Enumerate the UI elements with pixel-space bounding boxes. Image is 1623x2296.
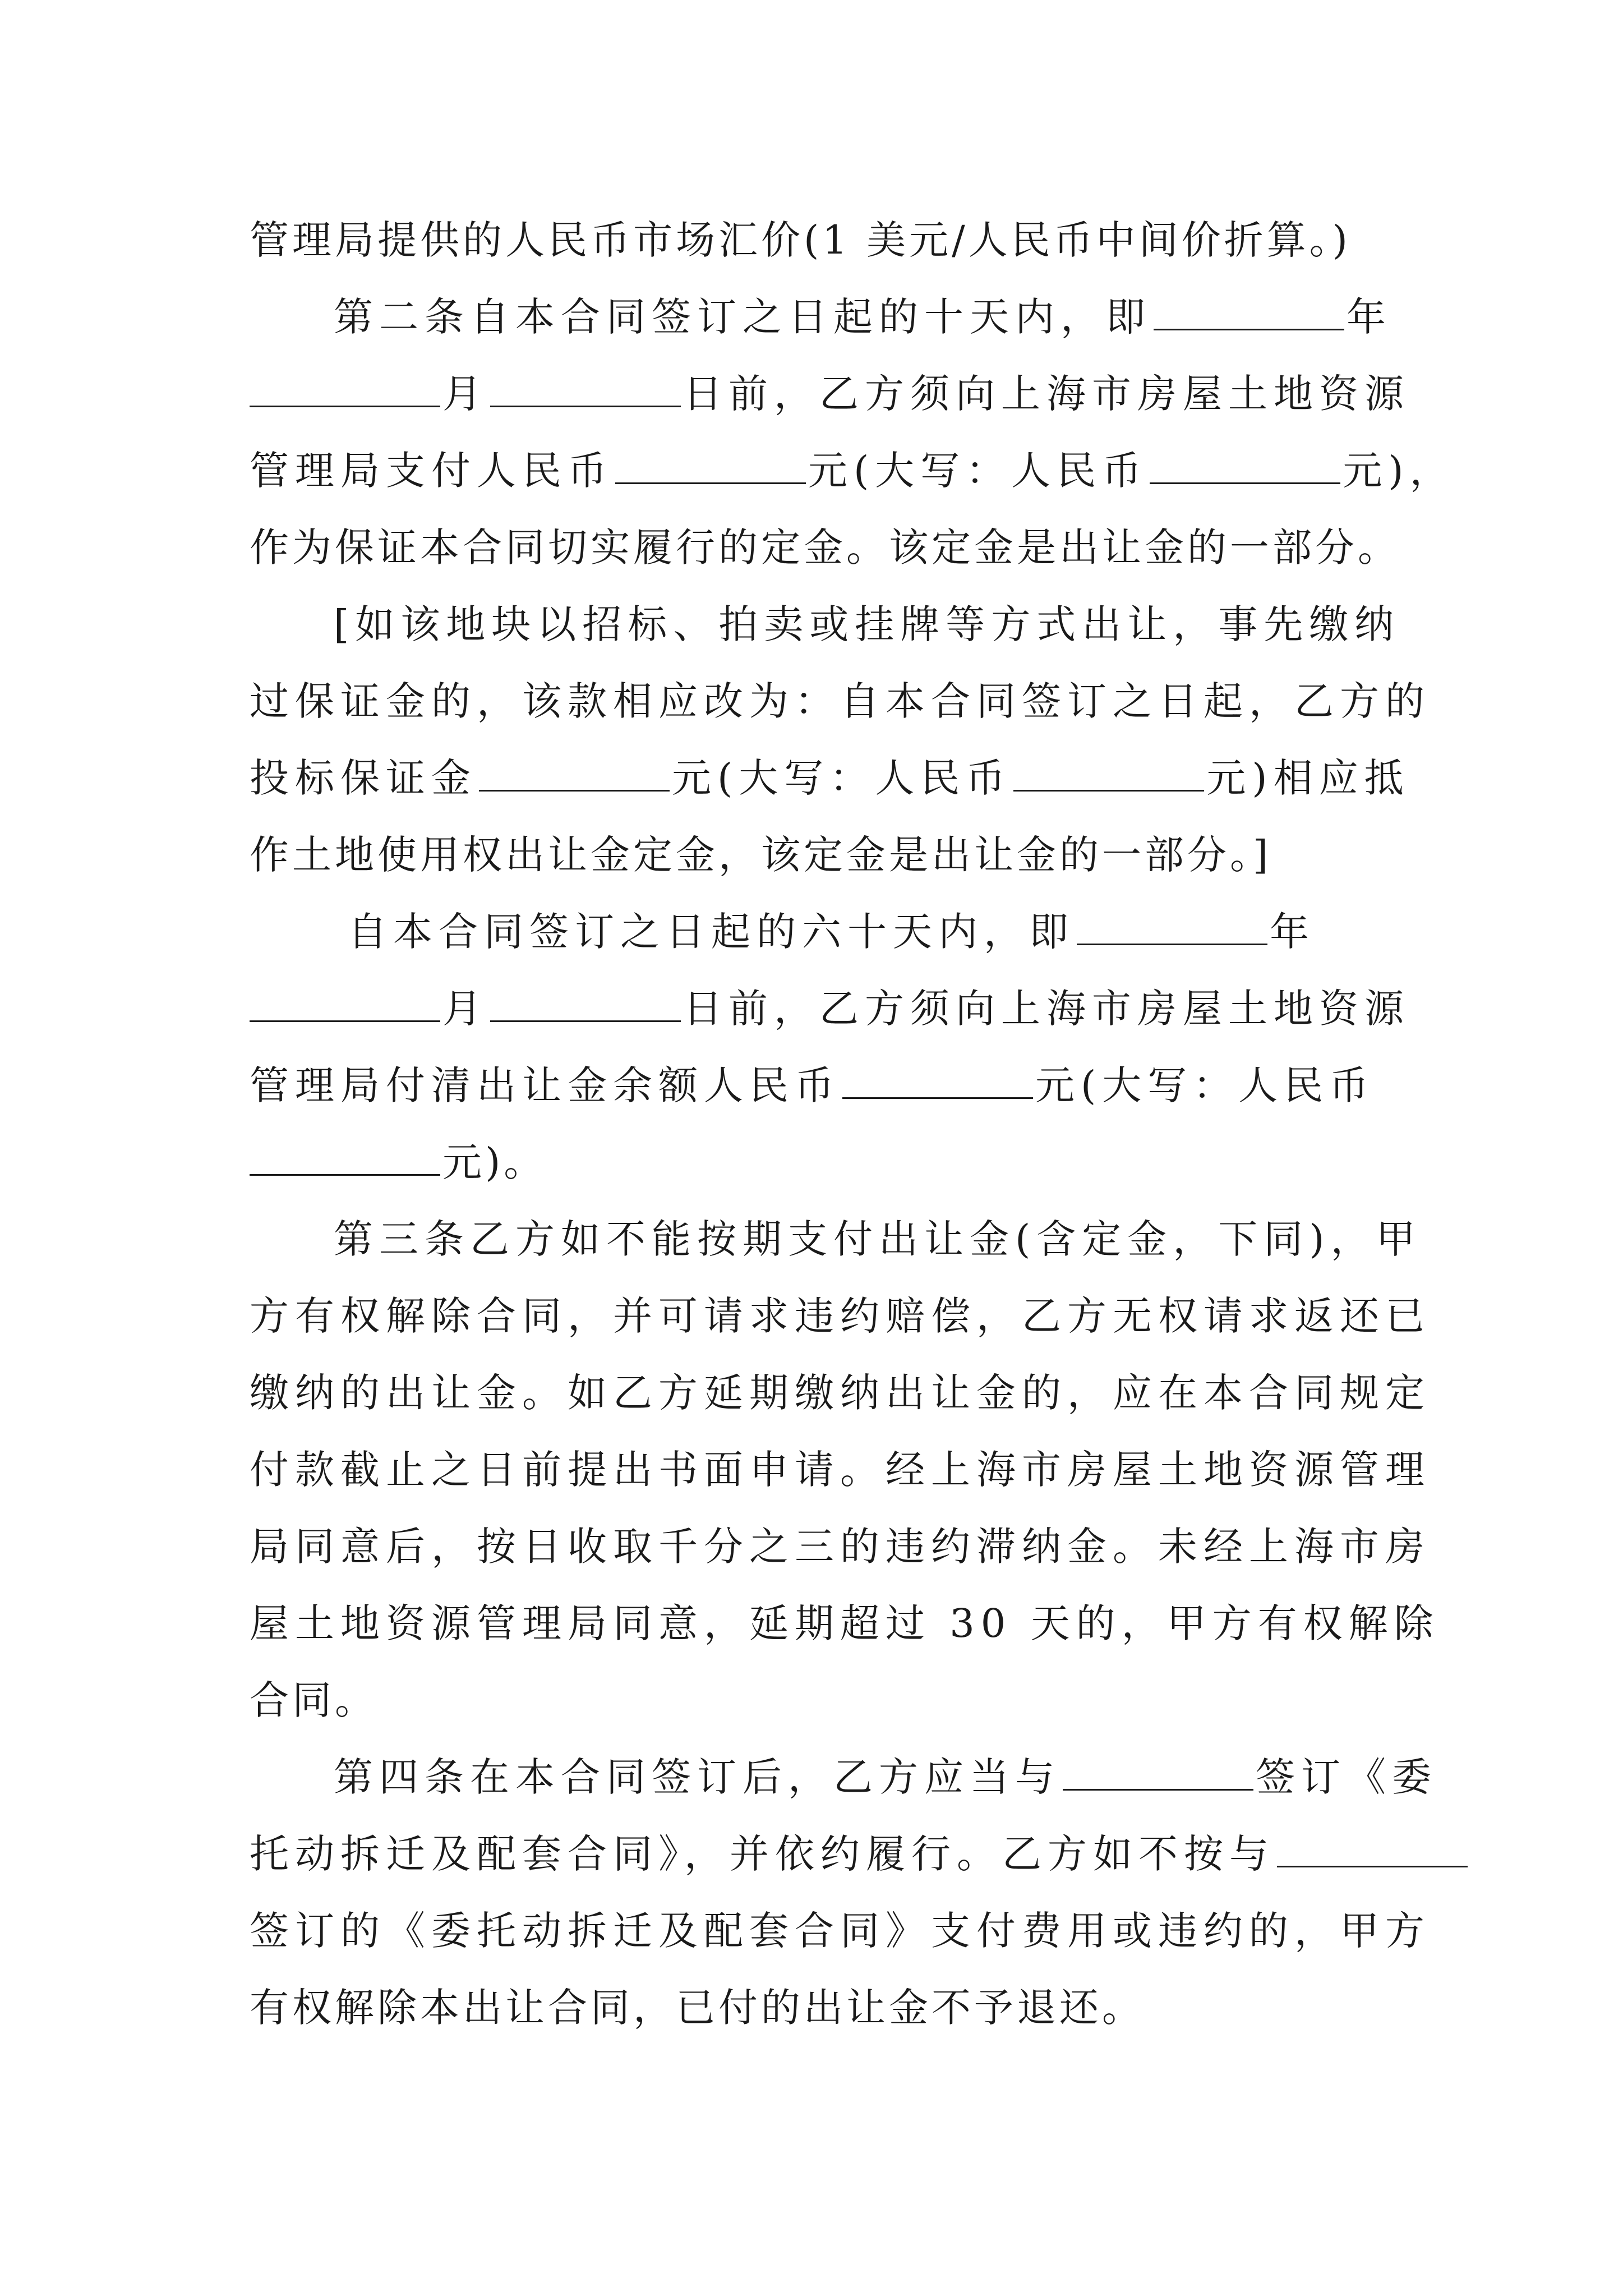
text-line bbox=[250, 1508, 1431, 1585]
text-line bbox=[250, 1662, 1382, 1739]
text-segment: 付款截止之日前提出书面申请。经上海市房屋土地资源管理 bbox=[250, 1447, 1431, 1493]
text-segment: 方有权解除合同，并可请求违约赔偿，乙方无权请求返还已 bbox=[250, 1293, 1431, 1339]
fill-in-blank bbox=[1063, 1755, 1253, 1791]
text-segment: 元(大写：人民币 bbox=[1035, 1062, 1375, 1108]
fill-in-blank bbox=[490, 372, 681, 407]
text-line bbox=[250, 970, 1410, 1047]
fill-in-blank bbox=[250, 987, 440, 1022]
text-line bbox=[250, 586, 1400, 663]
text-segment: 第三条乙方如不能按期支付出让金(含定金，下同)，甲 bbox=[334, 1216, 1422, 1262]
fill-in-blank bbox=[1077, 910, 1267, 945]
text-segment: [如该地块以招标、拍卖或挂牌等方式出让，事先缴纳 bbox=[334, 601, 1400, 647]
text-segment: 元(大写：人民币 bbox=[808, 448, 1148, 494]
text-line bbox=[250, 1432, 1431, 1508]
text-segment: 自本合同签订之日起的六十天内，即 bbox=[348, 909, 1075, 955]
text-segment: 屋土地资源管理局同意，延期超过 30 天的，甲方有权解除 bbox=[250, 1600, 1440, 1646]
text-line bbox=[250, 817, 1382, 894]
text-segment: 签订的《委托动拆迁及配套合同》支付费用或违约的，甲方 bbox=[250, 1908, 1431, 1954]
text-segment: 元(大写：人民币 bbox=[672, 755, 1012, 801]
text-segment: 元)相应抵 bbox=[1206, 755, 1410, 801]
text-segment: 合同。 bbox=[250, 1677, 377, 1723]
text-segment: 缴纳的出让金。如乙方延期缴纳出让金的，应在本合同规定 bbox=[250, 1370, 1431, 1416]
text-segment: 过保证金的，该款相应改为：自本合同签订之日起，乙方的 bbox=[250, 678, 1431, 724]
text-line bbox=[250, 1124, 1382, 1201]
text-line bbox=[250, 202, 1382, 279]
fill-in-blank bbox=[615, 449, 806, 484]
text-line bbox=[250, 1201, 1422, 1278]
fill-in-blank bbox=[1150, 449, 1340, 484]
text-line bbox=[250, 663, 1431, 740]
fill-in-blank bbox=[490, 987, 681, 1022]
text-segment: 局同意后，按日收取千分之三的违约滞纳金。未经上海市房 bbox=[250, 1524, 1431, 1570]
text-segment: 年 bbox=[1347, 294, 1392, 340]
text-line bbox=[250, 356, 1410, 432]
contract-text-body bbox=[250, 202, 1455, 2046]
fill-in-blank bbox=[479, 756, 670, 792]
fill-in-blank bbox=[1154, 295, 1344, 330]
text-segment: 元)， bbox=[1343, 448, 1455, 494]
text-line bbox=[250, 432, 1455, 509]
text-segment: 管理局提供的人民币市场汇价(1 美元/人民币中间价折算。) bbox=[250, 217, 1351, 263]
text-line bbox=[250, 894, 1382, 970]
fill-in-blank bbox=[1277, 1832, 1468, 1867]
text-line bbox=[250, 1047, 1382, 1124]
text-segment: 月 bbox=[442, 371, 488, 417]
text-segment: 元)。 bbox=[442, 1139, 547, 1185]
text-line bbox=[250, 1970, 1382, 2046]
text-line bbox=[250, 740, 1410, 817]
text-segment: 管理局付清出让金余额人民币 bbox=[250, 1062, 840, 1108]
text-segment: 有权解除本出让合同，已付的出让金不予退还。 bbox=[250, 1985, 1145, 2031]
text-segment: 日前，乙方须向上海市房屋土地资源 bbox=[683, 986, 1410, 1032]
fill-in-blank bbox=[250, 1140, 440, 1176]
text-line bbox=[250, 509, 1400, 586]
text-segment: 管理局支付人民币 bbox=[250, 448, 613, 494]
text-line bbox=[250, 1355, 1431, 1432]
text-line bbox=[250, 1585, 1440, 1662]
text-segment: 日前，乙方须向上海市房屋土地资源 bbox=[683, 371, 1410, 417]
text-segment: 第四条在本合同签订后，乙方应当与 bbox=[334, 1754, 1061, 1800]
text-line bbox=[250, 1739, 1437, 1816]
fill-in-blank bbox=[842, 1064, 1033, 1099]
text-segment: 托动拆迁及配套合同》，并依约履行。乙方如不按与 bbox=[250, 1831, 1275, 1877]
text-segment: 第二条自本合同签订之日起的十天内，即 bbox=[334, 294, 1151, 340]
text-segment: 作为保证本合同切实履行的定金。该定金是出让金的一部分。 bbox=[250, 524, 1400, 570]
fill-in-blank bbox=[250, 372, 440, 407]
text-line bbox=[250, 1278, 1431, 1355]
text-segment: 年 bbox=[1270, 909, 1315, 955]
text-segment: 投标保证金 bbox=[250, 755, 477, 801]
fill-in-blank bbox=[1013, 756, 1204, 792]
text-line bbox=[250, 1893, 1431, 1970]
text-segment: 月 bbox=[442, 986, 488, 1032]
text-line bbox=[250, 279, 1392, 356]
text-line bbox=[250, 1816, 1382, 1893]
text-segment: 作土地使用权出让金定金，该定金是出让金的一部分。] bbox=[250, 832, 1272, 878]
text-segment: 签订《委 bbox=[1256, 1754, 1437, 1800]
